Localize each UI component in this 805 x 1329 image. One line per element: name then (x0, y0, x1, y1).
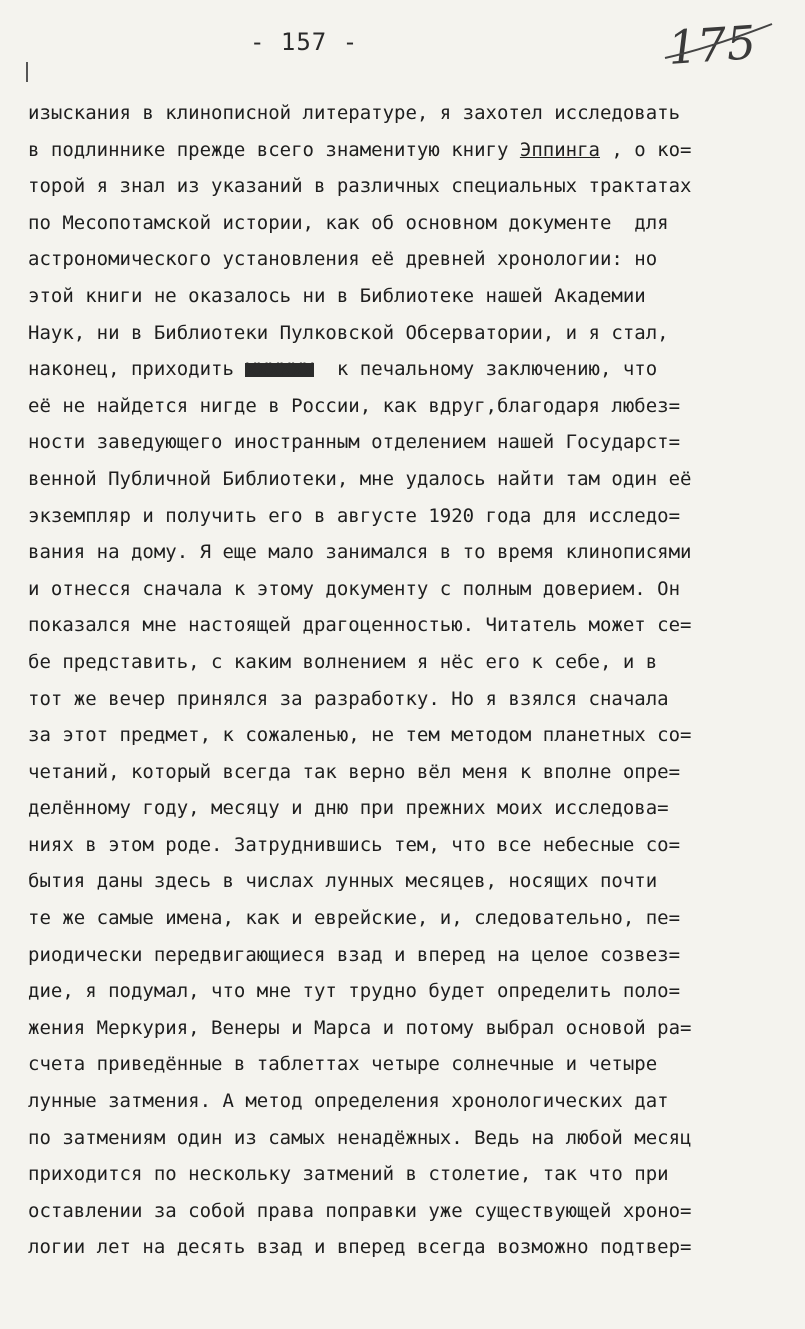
text-line: ности заведующего иностранным отделением нашей Государст= (28, 431, 681, 454)
typed-text-body (28, 95, 798, 1266)
text-line (28, 351, 798, 388)
text-line: ниях в этом роде. Затруднившись тем, что все небесные со= (28, 833, 681, 856)
text-line: четаний, который всегда так верно вёл меня к вполне опре= (28, 760, 681, 783)
text-line: её не найдется нигде в России, как вдруг,благодаря любез= (28, 394, 681, 417)
text-line: логии лет на десять взад и вперед всегда возможно подтвер= (28, 1236, 692, 1259)
text-line: оставлении за собой права поправки уже существующей хроно= (28, 1199, 692, 1222)
text-line: по Месопотамской истории, как об основном документе для (28, 211, 669, 234)
text-line: за этот предмет, к сожаленью, не тем методом планетных со= (28, 724, 692, 747)
underlined-word: Эппинга (519, 138, 600, 161)
text-line: риодически передвигающиеся взад и вперед на целое созвез= (28, 943, 681, 966)
text-line: счета приведённые в таблеттах четыре солнечные и четыре (28, 1053, 658, 1076)
text-line: лунные затмения. А метод определения хронологических дат (28, 1090, 669, 1113)
text-line: делённому году, месяцу и дню при прежних моих исследова= (28, 797, 669, 820)
line-start: наконец, приходить (28, 358, 234, 381)
archive-flourish (660, 20, 778, 80)
text-line: бытия даны здесь в числах лунных месяцев, носящих почти (28, 870, 658, 893)
text-line: изыскания в клинописной литературе, я захотел исследовать (28, 102, 681, 124)
text-line: бе представить, с каким волнением я нёс его к себе, и в (28, 650, 658, 673)
text-line: экземпляр и получить его в августе 1920 года для исследо= (28, 504, 681, 527)
archive-number: 175 (666, 15, 758, 75)
text-line: приходится по нескольку затмений в столетие, так что при (28, 1163, 669, 1186)
page-number: - 157 - (250, 28, 359, 56)
text-line: дие, я подумал, что мне тут трудно будет определить поло= (28, 980, 681, 1003)
text-line: те же самые имена, как и еврейские, и, следовательно, пе= (28, 907, 681, 930)
text-line: торой я знал из указаний в различных специальных трактатах (28, 175, 692, 198)
margin-mark (26, 62, 36, 82)
text-line: в подлиннике прежде всего знаменитую книгу Эппинга , о ко= (28, 138, 692, 161)
text-line: астрономического установления её древней хронологии: но (28, 248, 658, 271)
text-line: этой книги не оказалось ни в Библиотеке нашей Академии (28, 284, 646, 307)
text-line: Наук, ни в Библиотеки Пулковской Обсерватории, и я стал, (28, 321, 669, 344)
text-line: жения Меркурия, Венеры и Марса и потому выбрал основой ра= (28, 1016, 692, 1039)
text-line: по затмениям один из самых ненадёжных. Ведь на любой месяц (28, 1126, 692, 1149)
text-line: и отнесся сначала к этому документу с полным доверием. Он (28, 577, 681, 600)
text-line: показался мне настоящей драгоценностью. Читатель может се= (28, 614, 692, 637)
text-line: тот же вечер принялся за разработку. Но я взялся сначала (28, 687, 669, 710)
text-line: венной Публичной Библиотеки, мне удалось найти там один её (28, 467, 692, 490)
struck-out-word: XXXXXX (245, 358, 314, 381)
text-line: вания на дому. Я еще мало занимался в то время клинописями (28, 541, 692, 564)
line-end: к печальному заключению, что (336, 358, 658, 381)
